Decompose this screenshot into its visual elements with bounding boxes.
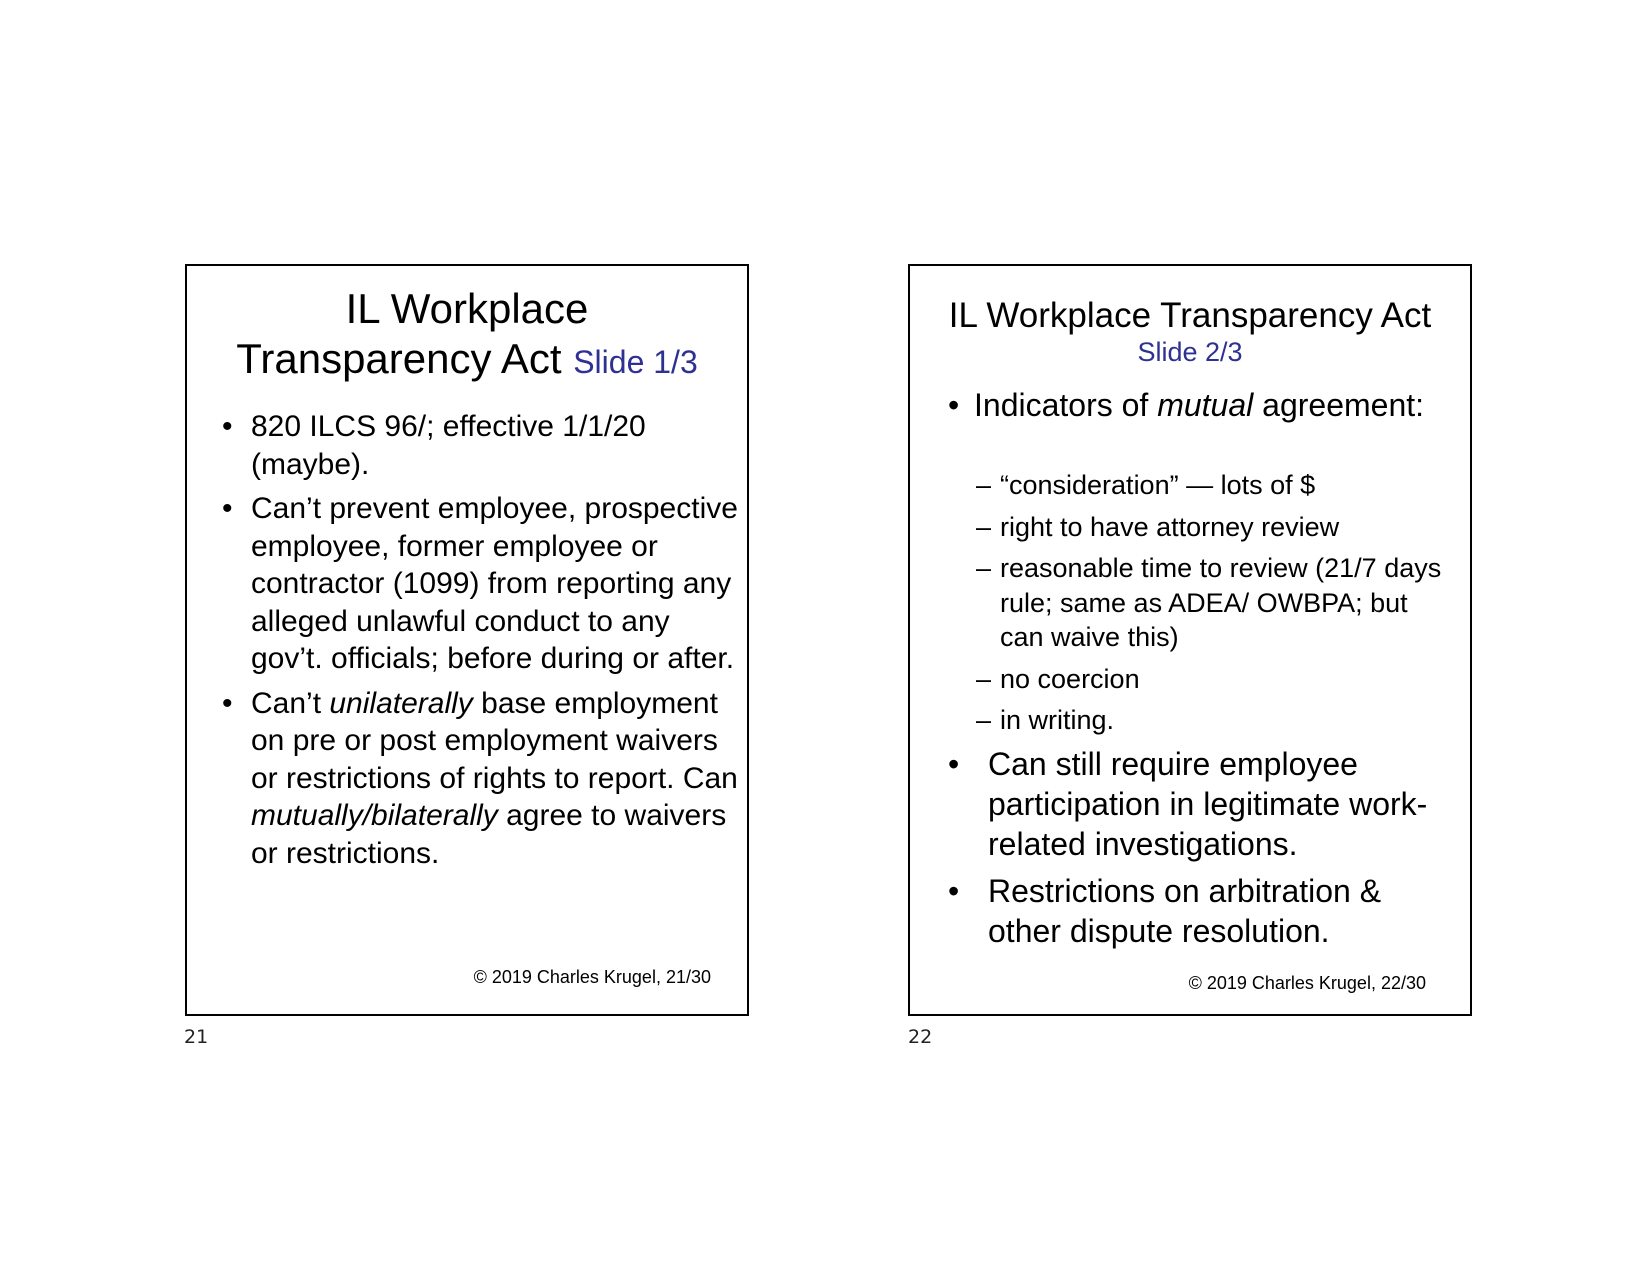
bullet-item — [219, 408, 739, 483]
copyright-footer: © 2019 Charles Krugel, 21/30 — [473, 967, 711, 987]
slide-22 — [908, 264, 1472, 1016]
emphasis-text: mutual — [1157, 387, 1254, 423]
slide-21 — [185, 264, 749, 1016]
bullet-marker: • — [948, 387, 960, 423]
bullet-text-start: Can’t — [251, 686, 330, 720]
slide-title-continued — [187, 334, 747, 387]
slide-title-line2: Transparency Act — [236, 335, 562, 382]
bullet-text-end: agreement: — [1253, 387, 1425, 423]
slide-label: Slide 1/3 — [573, 344, 698, 380]
bullet-text-middle: base employment on pre or post employment waivers or restrictions of rights to report. Can — [251, 686, 738, 795]
sub-bullet-item: – no coercion — [976, 662, 1446, 697]
sub-bullet-item: – reasonable time to review (21/7 days rule; same as ADEA/ OWBPA; but can waive this) — [976, 551, 1446, 655]
slide-label: Slide 2/3 — [1137, 337, 1243, 367]
page-number: 21 — [184, 1026, 209, 1048]
bullet-text-end: agree to waivers or restrictions. — [251, 799, 727, 870]
bullet-list — [940, 744, 1450, 958]
bullet-item: • Restrictions on arbitration & other dispute resolution. — [940, 871, 1450, 951]
emphasis-text: unilaterally — [329, 686, 473, 720]
bullet-item: • Can still require employee participation in legitimate work-related investigations. — [940, 744, 1450, 864]
sub-bullet-item: – right to have attorney review — [976, 510, 1446, 545]
bullet-item — [940, 386, 1440, 425]
sub-bullet-item: – in writing. — [976, 703, 1446, 738]
emphasis-text: mutually/bilaterally — [251, 799, 498, 832]
sub-bullet-list — [976, 468, 1446, 745]
slide-title — [187, 284, 747, 334]
bullet-item — [219, 685, 739, 873]
copyright-footer: © 2019 Charles Krugel, 22/30 — [1188, 973, 1426, 993]
slide-title: IL Workplace Transparency Act — [948, 296, 1432, 335]
bullet-item — [219, 490, 739, 678]
slide-title-line1: IL Workplace — [345, 285, 589, 332]
bullet-list — [219, 408, 739, 879]
bullet-text: Can’t prevent employee, prospective employee, former employee or contractor (1099) from reporting any alleged unlawful conduct to any gov’t. officials; before during or after. — [251, 492, 738, 675]
bullet-text: 820 ILCS 96/; effective 1/1/20 (maybe). — [251, 410, 646, 481]
sub-bullet-item: – “consideration” — lots of $ — [976, 468, 1446, 503]
bullet-text-start: Indicators of — [974, 387, 1158, 423]
page-number: 22 — [908, 1026, 933, 1048]
